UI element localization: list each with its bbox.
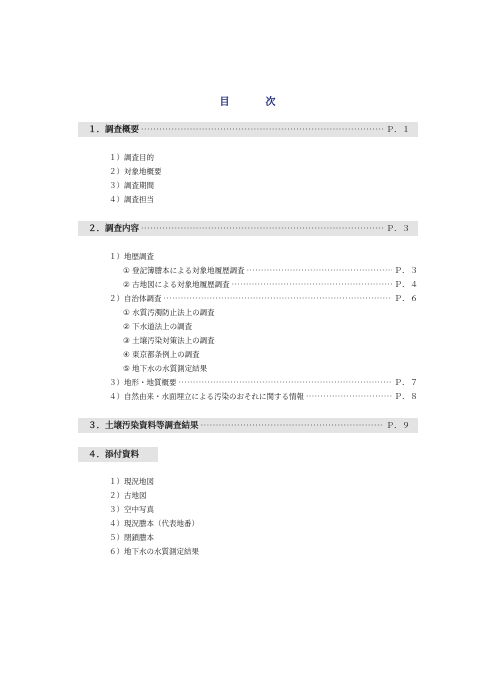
title-left: 目 (219, 97, 230, 108)
leader-dots (179, 378, 393, 388)
leader-dots (141, 125, 384, 135)
leader-dots (247, 266, 392, 276)
page-title (0, 93, 495, 108)
list-item: ３）調査期間 (109, 181, 154, 190)
section-2-header (78, 221, 418, 236)
list-item: ３）空中写真 (109, 505, 154, 514)
section-4-header (78, 447, 158, 462)
list-item: ４）調査担当 (109, 195, 154, 204)
leader-dots (232, 280, 392, 290)
toc-subrow-page: Ｐ．４ (394, 280, 418, 289)
toc-subrow (109, 392, 418, 402)
list-item: ４）現況謄本（代表地番） (109, 519, 199, 528)
title-right: 次 (265, 97, 276, 108)
toc-subrow (123, 266, 418, 276)
section-1-header (78, 122, 418, 137)
toc-subrow-label: ① 登記簿謄本による対象地履歴調査 (123, 266, 245, 275)
list-item: ５）閉鎖謄本 (109, 533, 154, 542)
list-item: ③ 土壌汚染対策法上の調査 (123, 336, 215, 345)
leader-dots (141, 224, 384, 234)
list-item: ④ 東京都条例上の調査 (123, 350, 200, 359)
section-3-label: ３．土壌汚染資料等調査結果 (88, 421, 199, 431)
list-item: １）調査目的 (109, 153, 154, 162)
toc-subrow-page: Ｐ．８ (394, 392, 418, 401)
section-1-page: Ｐ．１ (386, 125, 410, 134)
toc-subrow-page: Ｐ．３ (394, 266, 418, 275)
toc-subrow (123, 280, 418, 290)
toc-subrow-label: ４）自然由来・水面埋立による汚染のおそれに関する情報 (109, 392, 304, 401)
list-item: ① 水質汚濁防止法上の調査 (123, 308, 215, 317)
toc-subrow-page: Ｐ．６ (394, 294, 418, 303)
toc-subrow-page: Ｐ．７ (394, 378, 418, 387)
section-4-label: ４．添付資料 (88, 450, 140, 460)
toc-subrow-label: ２）自治体調査 (109, 294, 162, 303)
leader-dots (306, 392, 392, 402)
section-3-header (78, 418, 418, 433)
list-item: １）現況地図 (109, 477, 154, 486)
toc-subrow-label: ３）地形・地質概要 (109, 378, 177, 387)
section-3-page: Ｐ．９ (386, 421, 410, 430)
section-2-label: ２．調査内容 (88, 224, 140, 234)
list-item: ⑤ 地下水の水質測定結果 (123, 364, 208, 373)
list-item: ６）地下水の水質測定結果 (109, 547, 199, 556)
toc-subrow (109, 378, 418, 388)
list-item: ２）古地図 (109, 491, 147, 500)
leader-dots (164, 294, 393, 304)
section-2-page: Ｐ．３ (386, 224, 410, 233)
list-item: ２）対象地概要 (109, 167, 162, 176)
leader-dots (201, 421, 384, 431)
list-item: ② 下水道法上の調査 (123, 322, 193, 331)
toc-subrow (109, 294, 418, 304)
section-1-label: １．調査概要 (88, 125, 140, 135)
toc-subrow-label: ② 古地図による対象地履歴調査 (123, 280, 230, 289)
list-item: １）地歴調査 (109, 252, 154, 261)
